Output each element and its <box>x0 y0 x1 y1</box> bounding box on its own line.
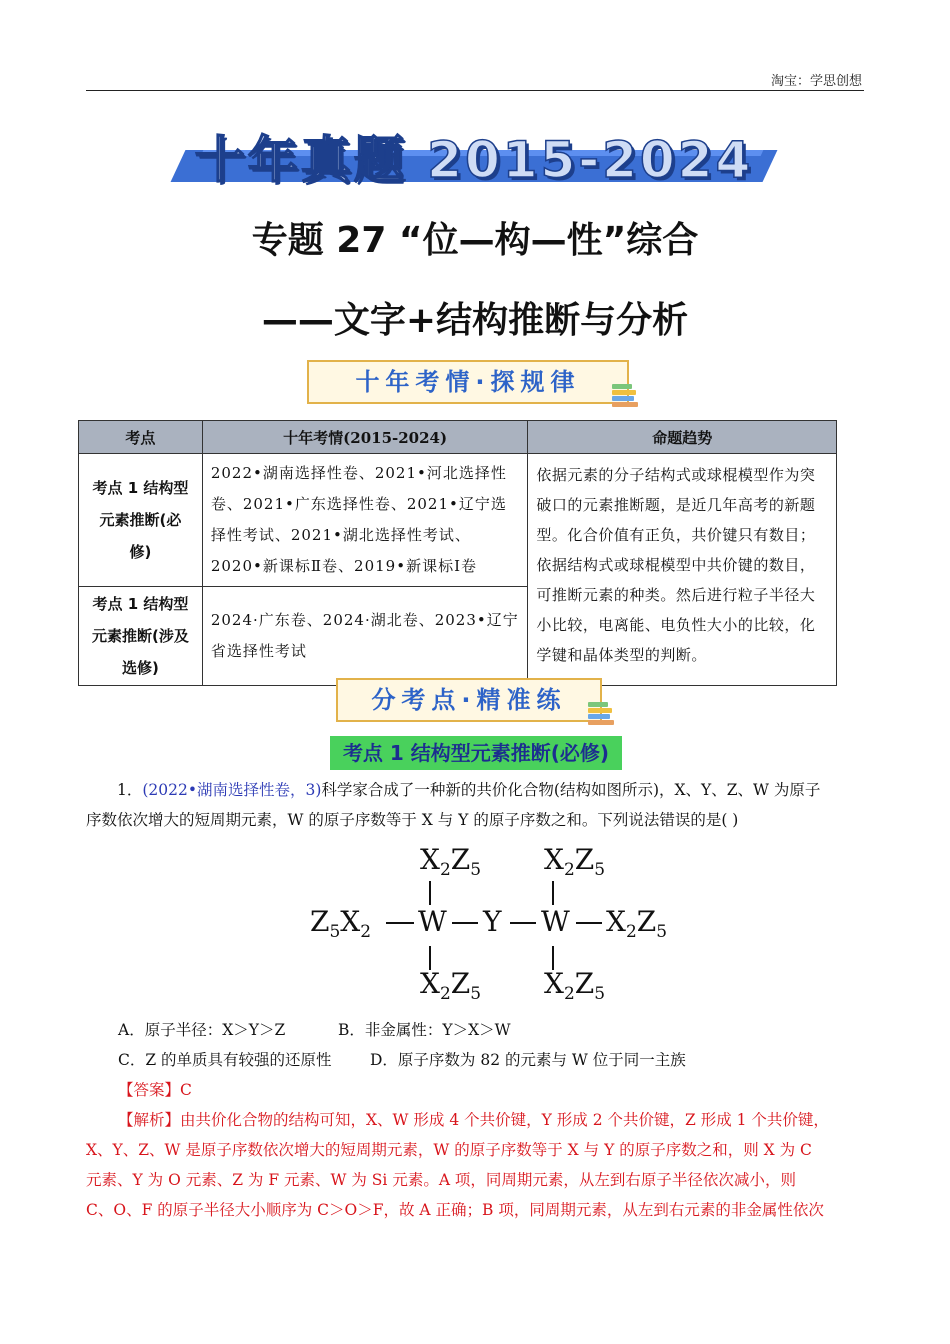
bond-horizontal <box>576 922 602 924</box>
table-header-cell: 十年考情(2015-2024) <box>202 421 528 454</box>
group-x2z5: $X_2Z_5$ <box>544 967 606 1004</box>
page-title-line1: 专题 27 “位—构—性”综合 <box>251 220 699 261</box>
answer-line <box>118 1076 418 1105</box>
analysis-line: 元素、Y 为 O 元素、Z 为 F 元素、W 为 Si 元素。A 项，同周期元素，从左到右原子半径依次减小，则 <box>86 1171 796 1189</box>
question-stem-a: 科学家合成了一种新的共价化合物(结构如图所示)，X、Y、Z、W 为原子 <box>321 781 821 799</box>
structure-diagram <box>310 843 680 1008</box>
option-c[interactable]: C．Z 的单质具有较强的还原性 <box>118 1051 332 1069</box>
point-line: 元素推断(涉及 <box>91 627 189 645</box>
kaodian-title: 考点 1 结构型元素推断(必修) <box>330 736 622 770</box>
atom-w: W <box>418 905 447 938</box>
group-z5x2: $Z_5X_2$ <box>310 905 372 942</box>
table-header-row <box>79 421 837 454</box>
answer-label: 【答案】 <box>118 1081 181 1099</box>
books-icon <box>588 702 614 724</box>
question-number: 1． <box>117 781 143 799</box>
store-label: 淘宝：学思创想 <box>770 74 862 89</box>
bond-horizontal <box>452 922 478 924</box>
analysis-line: 【解析】由共价化合物的结构可知，X、W 形成 4 个共价键，Y 形成 2 个共价键，Z 形成 1 个共价键， <box>118 1111 829 1129</box>
group-x2z5: $X_2Z_5$ <box>420 967 482 1004</box>
bond-horizontal <box>386 922 414 924</box>
option-b[interactable]: B．非金属性：Y＞X＞W <box>338 1021 511 1039</box>
question-stem-b: 序数依次增大的短周期元素，W 的原子序数等于 X 与 Y 的原子序数之和。下列说法错误的是( ) <box>86 811 739 829</box>
option-d[interactable]: D．原子序数为 82 的元素与 W 位于同一主族 <box>370 1051 686 1069</box>
group-x2z5: $X_2Z_5$ <box>544 843 606 880</box>
section-practice: 分考点·精准练 <box>336 678 602 722</box>
bond-vertical <box>552 881 554 905</box>
point-line: 修) <box>129 543 152 561</box>
answer-value: C <box>180 1081 192 1099</box>
point-line: 选修) <box>121 659 159 677</box>
table-row <box>79 454 837 587</box>
table-cell-years: 2024·广东卷、2024·湖北卷、2023•辽宁省选择性考试 <box>202 587 528 686</box>
table-header-cell: 命题趋势 <box>528 421 837 454</box>
point-line: 元素推断(必 <box>99 511 182 529</box>
header-rule <box>86 90 864 91</box>
table-cell-point <box>79 587 203 686</box>
table-cell-years: 2022•湖南选择性卷、2021•河北选择性卷、2021•广东选择性卷、2021•辽宁选择性考试、2021•湖北选择性考试、2020•新课标Ⅱ卷、2019•新课标Ⅰ卷 <box>202 454 528 587</box>
decade-banner <box>178 114 770 189</box>
question-source: (2022•湖南选择性卷，3) <box>142 781 322 799</box>
section-overview: 十年考情·探规律 <box>307 360 629 404</box>
books-icon <box>612 384 638 406</box>
atom-w: W <box>541 905 570 938</box>
table-cell-trend: 依据元素的分子结构式或球棍模型作为突破口的元素推断题，是近几年高考的新题型。化合价值有正负，共价键只有数目；依据结构式或球棍模型中共价键的数目，可推断元素的种类。然后进行粒子半径大小比较，电离能、电负性大小的比较，化学键和晶体类型的判断。 <box>528 454 837 686</box>
table-cell-point <box>79 454 203 587</box>
point-line: 考点 1 结构型 <box>92 479 189 497</box>
group-x2z5: $X_2Z_5$ <box>606 905 668 942</box>
analysis-label: 【解析】 <box>118 1111 181 1129</box>
bond-horizontal <box>510 922 536 924</box>
banner-text: 十年真题 2015-2024 <box>194 131 754 189</box>
atom-y: Y <box>483 905 502 938</box>
group-x2z5: $X_2Z_5$ <box>420 843 482 880</box>
question-stem <box>86 776 866 805</box>
analysis-line: X、Y、Z、W 是原子序数依次增大的短周期元素，W 的原子序数等于 X 与 Y 的原子序数之和，则 X 为 C <box>86 1141 812 1159</box>
exam-overview-table <box>78 420 837 686</box>
page-title-line2: ——文字+结构推断与分析 <box>261 300 689 341</box>
analysis-line: C、O、F 的原子半径大小顺序为 C＞O＞F，故 A 正确；B 项，同周期元素，从左到右元素的非金属性依次 <box>86 1201 824 1219</box>
option-a[interactable]: A．原子半径：X＞Y＞Z <box>118 1021 286 1039</box>
point-line: 考点 1 结构型 <box>92 595 189 613</box>
bond-vertical <box>429 881 431 905</box>
table-header-cell: 考点 <box>79 421 203 454</box>
